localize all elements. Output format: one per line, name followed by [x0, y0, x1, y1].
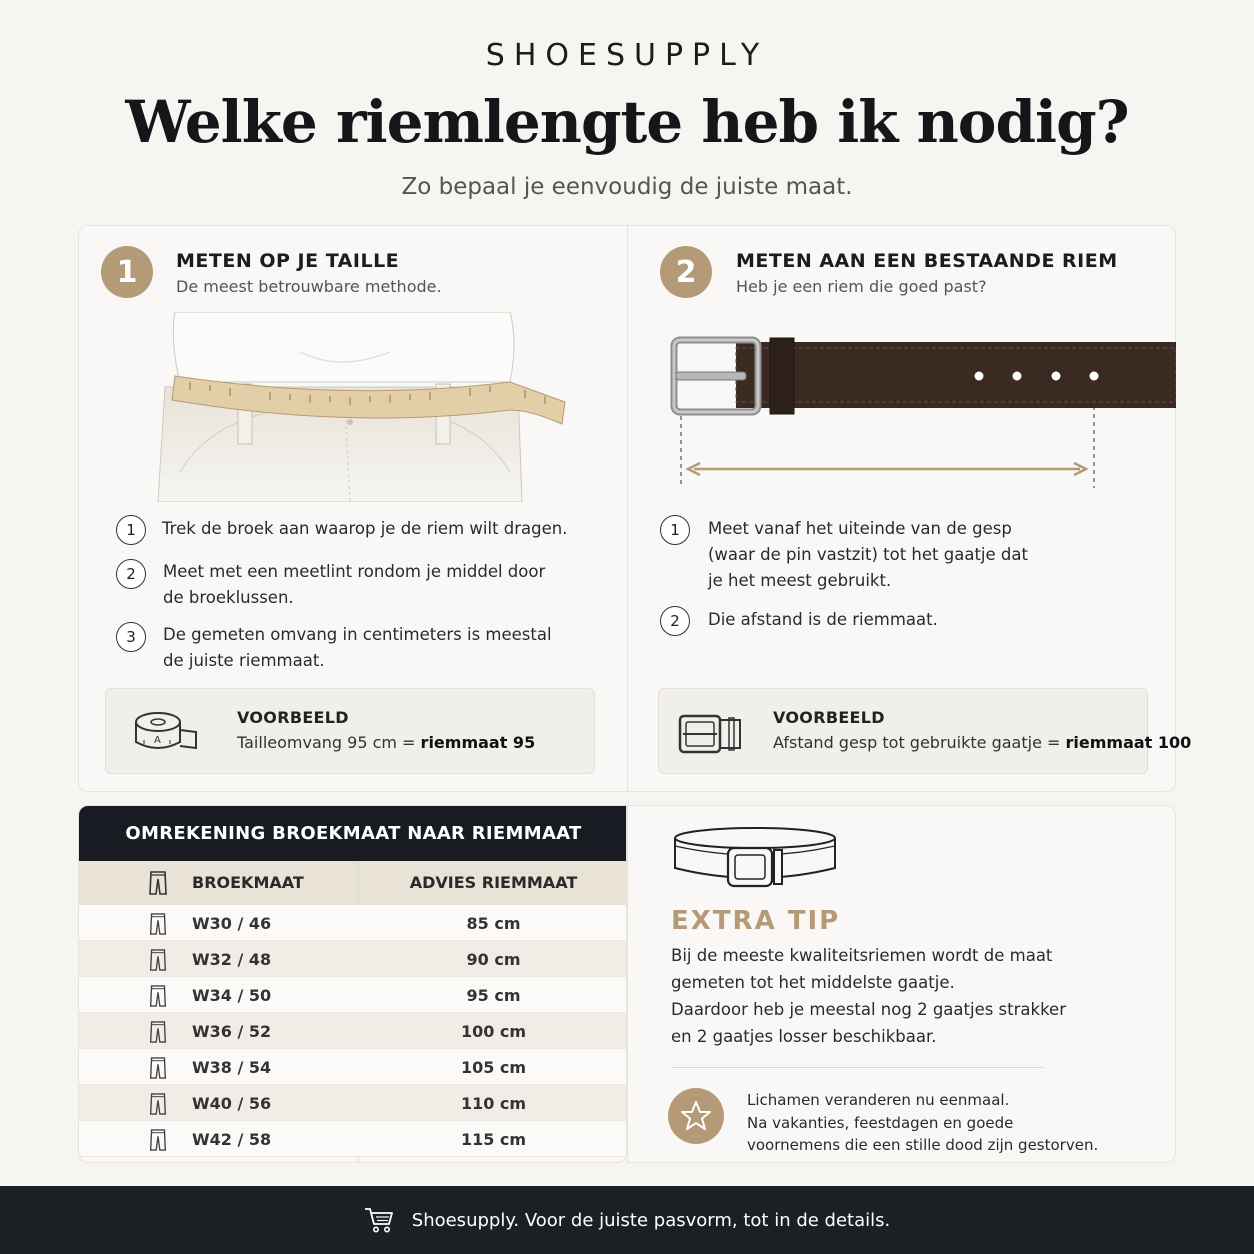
brand-logo: SHOESUPPLY — [485, 38, 769, 73]
footer-bar — [0, 1186, 1254, 1254]
method1-step3-number: 3 — [116, 622, 146, 652]
column-broekmaat: BROEKMAAT — [192, 873, 304, 892]
pants-icon — [149, 949, 167, 971]
method1-step1-number: 1 — [116, 515, 146, 545]
column-advies-riemmaat: ADVIES RIEMMAAT — [409, 873, 578, 892]
extra-tip-line2: gemeten tot het middelste gaatje. — [671, 973, 955, 992]
svg-text:A: A — [154, 735, 161, 746]
tip-quote — [747, 1089, 1147, 1157]
pants-icon — [149, 1129, 167, 1151]
table-row — [79, 1013, 627, 1049]
measuring-tape-icon — [134, 710, 202, 754]
cart-icon — [364, 1206, 394, 1234]
extra-tip-line4: en 2 gaatjes losser beschikbaar. — [671, 1027, 937, 1046]
riemmaat-cell: 105 cm — [460, 1058, 527, 1077]
waist-measuring-illustration — [150, 312, 580, 502]
method2-step2-number: 2 — [660, 606, 690, 636]
tip-separator — [671, 1067, 1043, 1068]
pants-icon — [149, 1021, 167, 1043]
pants-icon — [149, 1057, 167, 1079]
method2-example-result: riemmaat 100 — [1065, 733, 1192, 752]
extra-tip-line1: Bij de meeste kwaliteitsriemen wordt de maat — [671, 946, 1053, 965]
riemmaat-cell: 85 cm — [466, 914, 521, 933]
riemmaat-cell: 90 cm — [466, 950, 521, 969]
method2-example-label: VOORBEELD — [773, 708, 885, 727]
extra-tip-text — [671, 942, 1091, 1050]
method2-example-text: Afstand gesp tot gebruikte gaatje = riemmaat 100 — [773, 733, 1192, 752]
extra-tip-line3: Daardoor heb je meestal nog 2 gaatjes strakker — [671, 1000, 1066, 1019]
broekmaat-cell: W36 / 52 — [192, 1022, 272, 1041]
methods-divider — [627, 226, 628, 791]
belt-buckle-icon — [677, 712, 743, 756]
method2-title: METEN AAN EEN BESTAANDE RIEM — [736, 250, 1118, 272]
page-title: Welke riemlengte heb ik nodig? — [125, 88, 1129, 156]
method1-step3-text-line2: de juiste riemmaat. — [163, 651, 325, 670]
riemmaat-cell: 115 cm — [460, 1130, 527, 1149]
method2-step1-number: 1 — [660, 515, 690, 545]
pants-icon — [149, 1093, 167, 1115]
method2-subtitle: Heb je een riem die goed past? — [736, 277, 987, 296]
table-column-header — [79, 861, 627, 905]
extra-tip-title: EXTRA TIP — [671, 906, 841, 936]
method1-step1-text: Trek de broek aan waarop je de riem wilt dragen. — [162, 519, 568, 538]
pants-icon — [149, 985, 167, 1007]
riemmaat-cell: 100 cm — [460, 1022, 527, 1041]
table-row — [79, 905, 627, 941]
method2-step1-text-line2: (waar de pin vastzit) tot het gaatje dat — [708, 545, 1028, 564]
broekmaat-cell: W40 / 56 — [192, 1094, 272, 1113]
broekmaat-cell: W42 / 58 — [192, 1130, 272, 1149]
method1-title: METEN OP JE TAILLE — [176, 250, 400, 272]
table-row — [79, 1085, 627, 1121]
size-conversion-table — [78, 805, 627, 1163]
method2-step2-text: Die afstand is de riemmaat. — [708, 610, 938, 629]
table-row — [79, 1121, 627, 1157]
page-subtitle: Zo bepaal je eenvoudig de juiste maat. — [401, 174, 853, 200]
table-row — [79, 977, 627, 1013]
method1-step2-text-line1: Meet met een meetlint rondom je middel door — [163, 562, 546, 581]
star-badge — [668, 1088, 724, 1144]
broekmaat-cell: W38 / 54 — [192, 1058, 272, 1077]
broekmaat-cell: W30 / 46 — [192, 914, 272, 933]
star-icon — [679, 1099, 713, 1133]
riemmaat-cell: 95 cm — [466, 986, 521, 1005]
method2-step1-text-line1: Meet vanaf het uiteinde van de gesp — [708, 519, 1012, 538]
method1-example-text: Tailleomvang 95 cm = riemmaat 95 — [237, 733, 536, 752]
footer-text: Shoesupply. Voor de juiste pasvorm, tot in de details. — [411, 1209, 891, 1231]
table-row — [79, 941, 627, 977]
method1-number-badge: 1 — [101, 246, 153, 298]
method1-subtitle: De meest betrouwbare methode. — [176, 277, 442, 296]
table-row — [79, 1049, 627, 1085]
method2-number-badge: 2 — [660, 246, 712, 298]
tip-quote-line1: Lichamen veranderen nu eenmaal. — [747, 1091, 1010, 1109]
riemmaat-cell: 110 cm — [460, 1094, 527, 1113]
method1-step2-number: 2 — [116, 559, 146, 589]
method1-step3-text-line1: De gemeten omvang in centimeters is meestal — [163, 625, 552, 644]
method2-step1-text-line3: je het meest gebruikt. — [708, 571, 892, 590]
belt-measuring-illustration — [666, 332, 1176, 492]
belt-loop-icon — [670, 824, 840, 894]
tip-quote-line2: Na vakanties, feestdagen en goede — [747, 1113, 1014, 1132]
tip-quote-line3: voornemens die een stille dood zijn gestorven. — [747, 1136, 1099, 1154]
pants-icon — [149, 871, 167, 895]
table-title: OMREKENING BROEKMAAT NAAR RIEMMAAT — [79, 806, 627, 861]
broekmaat-cell: W34 / 50 — [192, 986, 272, 1005]
pants-icon — [149, 913, 167, 935]
method1-example-label: VOORBEELD — [237, 708, 349, 727]
broekmaat-cell: W32 / 48 — [192, 950, 272, 969]
method1-step2-text-line2: de broeklussen. — [163, 588, 294, 607]
method1-example-result: riemmaat 95 — [420, 733, 536, 752]
